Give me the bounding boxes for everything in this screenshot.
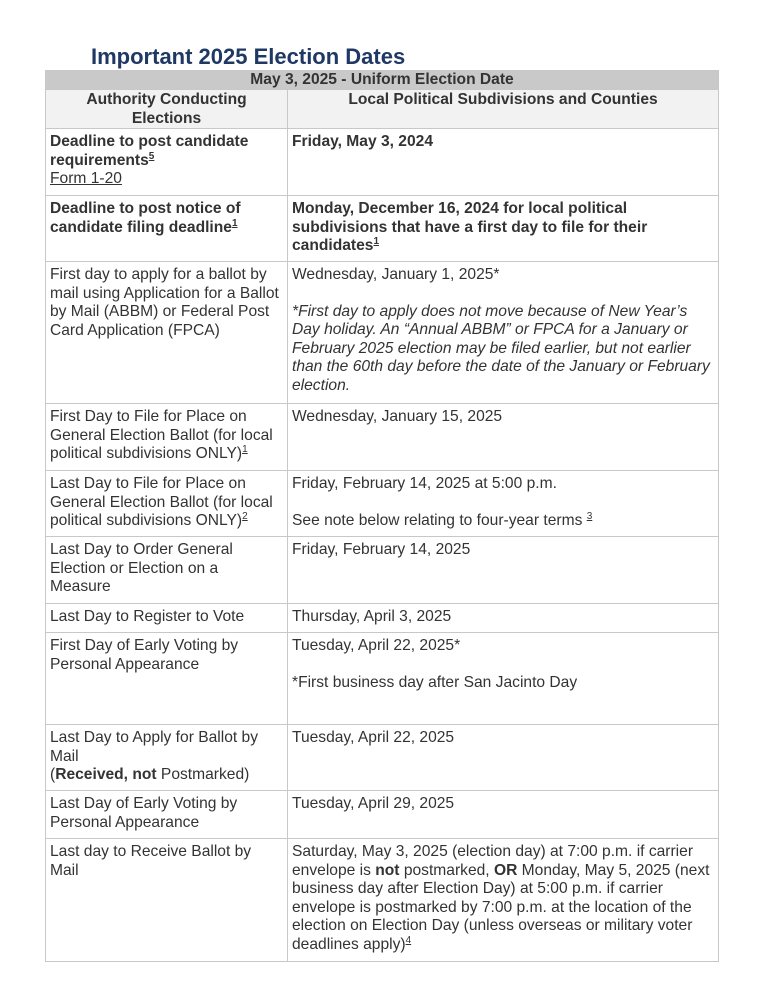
date-text: Friday, May 3, 2024 [292, 133, 433, 150]
row-event [46, 633, 288, 725]
event-text: Last day to Receive Ballot by Mail [50, 843, 252, 879]
date-text: Wednesday, January 15, 2025 [292, 408, 503, 425]
form-link[interactable]: Form 1-20 [50, 170, 122, 187]
table-row [46, 129, 719, 196]
row-date [288, 471, 719, 537]
table-row [46, 262, 719, 404]
table-row [46, 633, 719, 725]
page-title: Important 2025 Election Dates [91, 44, 406, 69]
table-row [46, 839, 719, 962]
footnote-ref[interactable]: 5 [148, 150, 155, 162]
row-event [46, 262, 288, 404]
row-event [46, 839, 288, 962]
event-text: Last Day to Register to Vote [50, 608, 245, 625]
table-row [46, 791, 719, 839]
row-date [288, 725, 719, 791]
postmarked-text: Postmarked) [156, 766, 250, 783]
date-text: Friday, February 14, 2025 [292, 541, 471, 558]
banner-row [46, 71, 719, 90]
row-event [46, 471, 288, 537]
footnote-ref[interactable]: 1 [242, 444, 248, 455]
event-text: Deadline to post candidate requirements [50, 133, 249, 169]
row-date [288, 604, 719, 633]
event-text: Last Day to Order General Election or Election on a Measure [50, 541, 233, 595]
footnote-ref[interactable]: 1 [231, 217, 238, 229]
event-text: Last Day to File for Place on General Election Ballot (for local political subdivisions ONLY) [50, 475, 273, 529]
event-text: First Day to File for Place on General Election Ballot (for local political subdivisions ONLY) [50, 408, 273, 462]
table-row [46, 471, 719, 537]
row-event [46, 604, 288, 633]
date-text: Tuesday, April 22, 2025* [292, 637, 461, 654]
date-text: Tuesday, April 22, 2025 [292, 729, 455, 746]
table-row [46, 196, 719, 262]
date-text: Monday, December 16, 2024 for local political subdivisions that have a first day to file for their candidates [292, 200, 648, 254]
not-emphasis: not [375, 861, 400, 879]
row-date [288, 633, 719, 725]
banner-cell: May 3, 2025 - Uniform Election Date [46, 71, 719, 90]
row-date [288, 791, 719, 839]
date-text: Tuesday, April 29, 2025 [292, 795, 455, 812]
header-authority: Authority Conducting Elections [46, 90, 288, 129]
table-row [46, 604, 719, 633]
footnote-ref[interactable]: 2 [242, 511, 248, 522]
date-text-a: Saturday, May 3, 2025 (election day) at 7:00 p.m. if carrier envelope is [292, 843, 694, 879]
row-event [46, 404, 288, 471]
date-note: See note below relating to four-year terms [292, 511, 583, 529]
received-not-text: Received, not [55, 766, 157, 783]
footnote-ref[interactable]: 1 [373, 236, 380, 247]
date-text-c: postmarked, [399, 861, 494, 879]
footnote-ref[interactable]: 4 [405, 934, 412, 946]
table-row [46, 725, 719, 791]
row-date [288, 537, 719, 604]
event-text: First day to apply for a ballot by mail using Application for a Ballot by Mail (ABBM) or Federal Post Card Application (FPCA) [50, 266, 279, 339]
row-event [46, 196, 288, 262]
row-date [288, 196, 719, 262]
date-text: Wednesday, January 1, 2025* [292, 266, 500, 283]
date-note: *First business day after San Jacinto Day [292, 673, 578, 691]
table-row [46, 404, 719, 471]
footnote-ref[interactable]: 3 [586, 510, 593, 522]
row-event [46, 537, 288, 604]
election-dates-table [45, 70, 719, 962]
row-date [288, 129, 719, 196]
header-subdivisions: Local Political Subdivisions and Counties [288, 90, 719, 129]
event-text: Deadline to post notice of candidate filing deadline [50, 200, 241, 236]
row-event [46, 725, 288, 791]
table-row [46, 537, 719, 604]
row-event [46, 791, 288, 839]
paren-open: ( [50, 766, 56, 783]
event-text: Last Day to Apply for Ballot by Mail [50, 729, 259, 765]
date-text: Friday, February 14, 2025 at 5:00 p.m. [292, 475, 557, 492]
row-date [288, 404, 719, 471]
header-row [46, 90, 719, 129]
row-event [46, 129, 288, 196]
date-note: *First day to apply does not move because of New Year’s Day holiday. An “Annual ABBM” or FPCA for a January or February 2025 election may be filed earlier, but not earlier than the 60th day before the date of the January or February election. [292, 302, 710, 394]
row-date [288, 839, 719, 962]
date-text: Thursday, April 3, 2025 [292, 608, 452, 625]
or-emphasis: OR [493, 861, 518, 879]
date-text-d: Monday, May 5, 2025 (next business day after Election Day) at 5:00 p.m. if carrier envelope is postmarked by 7:00 p.m. at the location of the election on Election Day (unless overseas or military voter deadlines apply) [292, 861, 710, 953]
event-text: First Day of Early Voting by Personal Appearance [50, 637, 239, 673]
event-text: Last Day of Early Voting by Personal Appearance [50, 795, 238, 831]
row-date [288, 262, 719, 404]
